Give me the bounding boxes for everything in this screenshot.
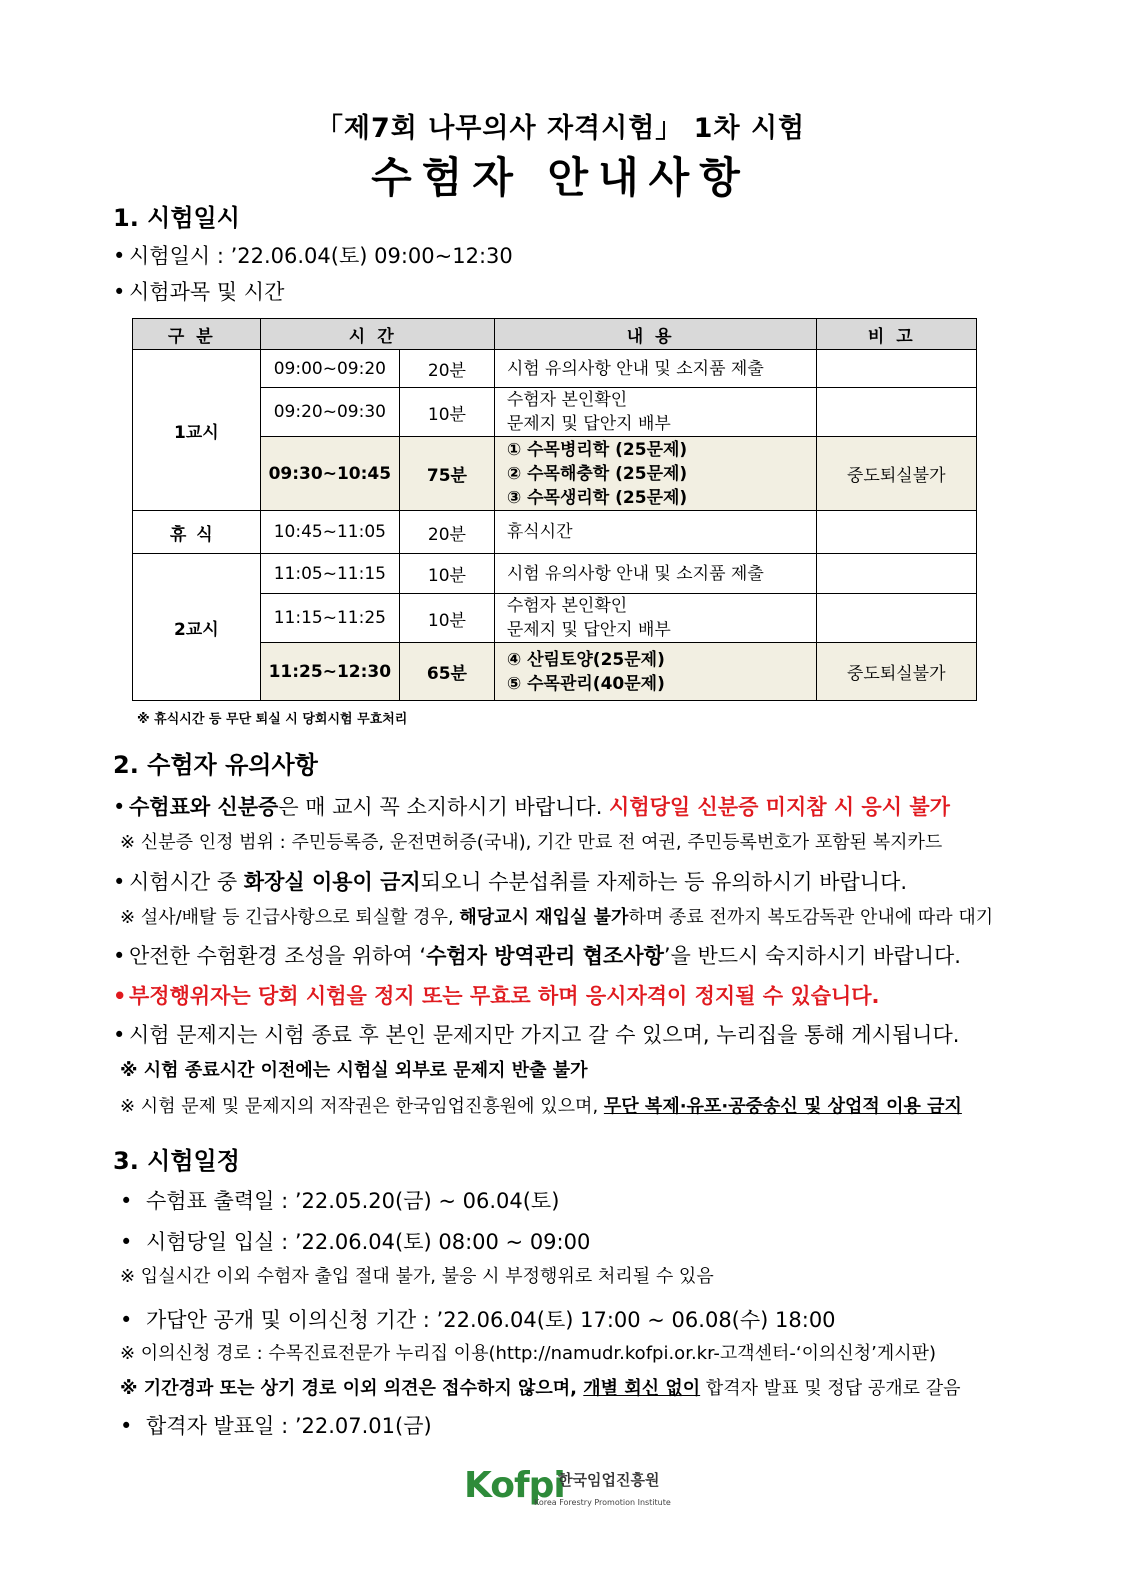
row-time: 09:20~09:30 [260,388,399,437]
bullet-icon: • [113,280,126,304]
bullet-icon: • [113,984,127,1008]
row-content: ④ 산림토양(25문제) ⑤ 수목관리(40문제) [494,643,816,701]
section1-heading: 1. 시험일시 [113,204,240,232]
bullet-icon: • [120,1308,133,1332]
row-content: 수험자 본인확인 문제지 및 답안지 배부 [494,594,816,643]
row-time: 11:05~11:15 [260,554,399,594]
note-copyright: ※ 시험 문제 및 문제지의 저작권은 한국임업진흥원에 있으며, 무단 복제·유포·공중송신 및 상업적 이용 금지 [120,1096,962,1117]
bullet-icon: • [120,1189,133,1213]
schedule-result: • 합격자 발표일 : ’22.07.01(금) [120,1414,432,1438]
row-note [816,554,976,594]
class2-label: 2교시 [133,554,261,701]
row-minutes: 10분 [400,594,495,643]
row-minutes: 65분 [400,643,495,701]
table-footnote: ※ 휴식시간 등 무단 퇴실 시 당회시험 무효처리 [137,712,408,727]
schedule-table [132,318,977,701]
row-content: 시험 유의사항 안내 및 소지품 제출 [494,350,816,388]
bullet-icon: • [120,1230,133,1254]
row-note: 중도퇴실불가 [816,643,976,701]
row-time: 11:15~11:25 [260,594,399,643]
section3-heading: 3. 시험일정 [113,1147,240,1175]
row-note [816,388,976,437]
document-title: 수험자 안내사항 [371,153,750,202]
schedule-appeal: • 가답안 공개 및 이의신청 기간 : ’22.06.04(토) 17:00 ~ 06.08(수) 18:00 [120,1308,836,1332]
bullet-icon: • [113,244,126,268]
header-time: 시간 [260,319,494,350]
note-appeal-route: ※ 이의신청 경로 : 수목진료전문가 누리집 이용(http://namudr.kofpi.or.kr-고객센터-‘이의신청’게시판) [120,1343,937,1364]
bullet-icon: • [113,795,126,819]
row-time: 11:25~12:30 [260,643,399,701]
break-label: 휴식 [133,511,261,554]
note-id-scope: ※ 신분증 인정 범위 : 주민등록증, 운전면허증(국내), 기간 만료 전 여권, 주민등록번호가 포함된 복지카드 [120,832,943,853]
row-note [816,594,976,643]
notice-question-paper: • 시험 문제지는 시험 종료 후 본인 문제지만 가지고 갈 수 있으며, 누리집을 통해 게시됩니다. [113,1023,960,1047]
note-emergency-exit: ※ 설사/배탈 등 긴급사항으로 퇴실할 경우, 해당교시 재입실 불가하며 종료 전까지 복도감독관 안내에 따라 대기 [120,907,994,928]
row-time: 09:00~09:20 [260,350,399,388]
class1-label: 1교시 [133,350,261,511]
logo-korean-name: 한국임업진흥원 [558,1471,660,1489]
row-minutes: 20분 [400,350,495,388]
row-content: 시험 유의사항 안내 및 소지품 제출 [494,554,816,594]
row-content: ① 수목병리학 (25문제) ② 수목해충학 (25문제) ③ 수목생리학 (25문제) [494,437,816,511]
notice-id-card: • 수험표와 신분증은 매 교시 꼭 소지하시기 바랍니다. 시험당일 신분증 미지참 시 응시 불가 [113,795,950,819]
row-note: 중도퇴실불가 [816,437,976,511]
note-entry-restriction: ※ 입실시간 이외 수험자 출입 절대 불가, 불응 시 부정행위로 처리될 수 있음 [120,1266,714,1287]
header-note: 비고 [816,319,976,350]
schedule-entry: • 시험당일 입실 : ’22.06.04(토) 08:00 ~ 09:00 [120,1230,591,1254]
header-category: 구분 [133,319,261,350]
exam-datetime: • 시험일시 : ’22.06.04(토) 09:00~12:30 [113,244,513,268]
bullet-icon: • [113,870,126,894]
row-content: 휴식시간 [494,511,816,554]
table-row [133,350,977,388]
table-row [133,511,977,554]
header-content: 내용 [494,319,816,350]
exam-subjects-label: • 시험과목 및 시간 [113,280,285,304]
document-subtitle: 「제7회 나무의사 자격시험」 1차 시험 [315,113,806,144]
note-appeal-reply: ※ 기간경과 또는 상기 경로 이외 의견은 접수하지 않으며, 개별 회신 없이 합격자 발표 및 정답 공개로 갈음 [120,1378,961,1399]
row-time: 10:45~11:05 [260,511,399,554]
notice-quarantine: • 안전한 수험환경 조성을 위하여 ‘수험자 방역관리 협조사항’을 반드시 숙지하시기 바랍니다. [113,944,961,968]
row-note [816,511,976,554]
table-row [133,554,977,594]
row-minutes: 20분 [400,511,495,554]
kofpi-logo [464,1465,671,1515]
logo-english-name: Korea Forestry Promotion Institute [534,1498,671,1507]
bullet-icon: • [120,1414,133,1438]
bullet-icon: • [113,1023,126,1047]
note-paper-removal: ※ 시험 종료시간 이전에는 시험실 외부로 문제지 반출 불가 [120,1060,588,1081]
row-note [816,350,976,388]
row-minutes: 10분 [400,554,495,594]
bullet-icon: • [113,944,126,968]
row-minutes: 10분 [400,388,495,437]
schedule-ticket-print: • 수험표 출력일 : ’22.05.20(금) ~ 06.04(토) [120,1189,560,1213]
notice-restroom: • 시험시간 중 화장실 이용이 금지되오니 수분섭취를 자제하는 등 유의하시기 바랍니다. [113,870,908,894]
table-header-row [133,319,977,350]
row-time: 09:30~10:45 [260,437,399,511]
notice-misconduct: • 부정행위자는 당회 시험을 정지 또는 무효로 하며 응시자격이 정지될 수 있습니다. [113,984,880,1008]
section2-heading: 2. 수험자 유의사항 [113,751,318,779]
row-content: 수험자 본인확인 문제지 및 답안지 배부 [494,388,816,437]
row-minutes: 75분 [400,437,495,511]
logo-mark: Kofpi [464,1465,565,1506]
